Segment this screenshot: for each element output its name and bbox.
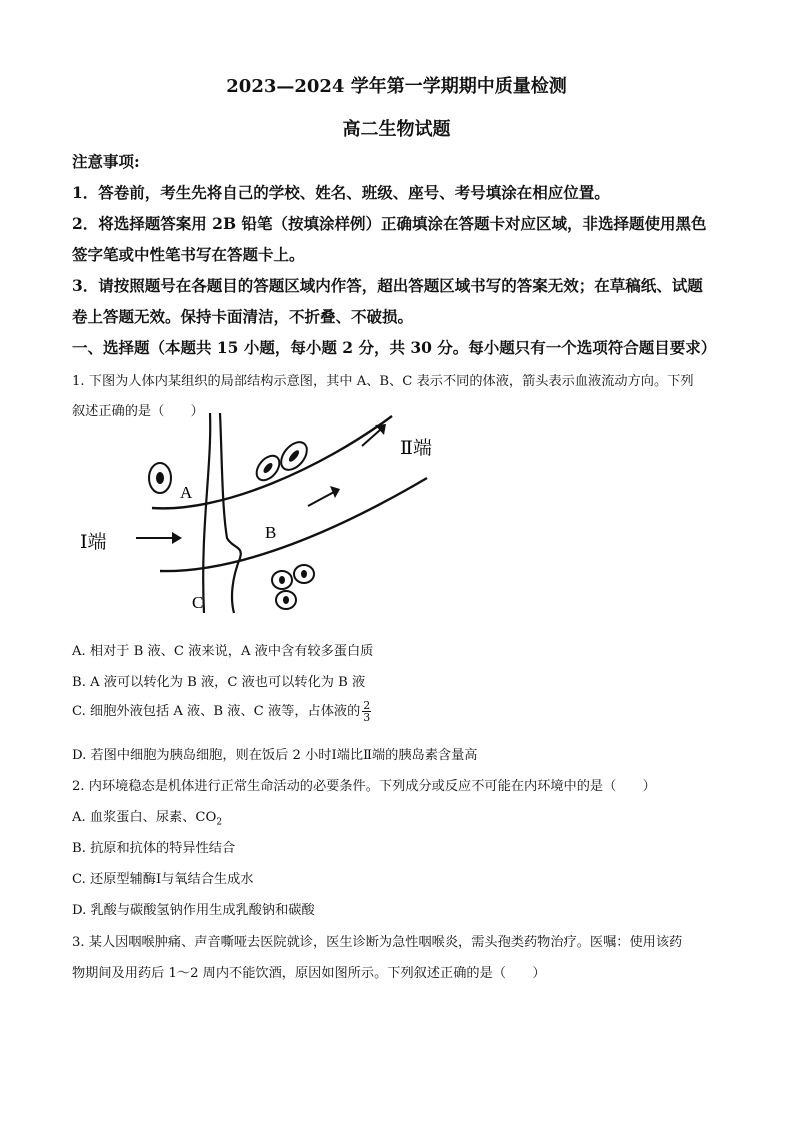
notice-heading: 注意事项:	[72, 152, 140, 171]
q2-option-c: C. 还原型辅酶Ⅰ与氧结合生成水	[72, 872, 254, 887]
notice-item-2-cont: 签字笔或中性笔书写在答题卡上。	[72, 245, 305, 264]
notice-item-3: 3．请按照题号在各题目的答题区域内作答，超出答题区域书写的答案无效；在草稿纸、试题	[72, 276, 703, 295]
cell-nucleus	[287, 449, 301, 464]
tissue-diagram	[72, 408, 452, 618]
q1-option-a: A. 相对于 B 液、C 液来说，A 液中含有较多蛋白质	[72, 644, 374, 659]
notice-item-1: 1．答卷前，考生先将自己的学校、姓名、班级、座号、考号填涂在相应位置。	[72, 183, 610, 202]
notice-item-2: 2．将选择题答案用 2B 铅笔（按填涂样例）正确填涂在答题卡对应区域，非选择题使用黑色	[72, 214, 707, 233]
q1-option-c	[72, 700, 371, 723]
label-end-1: Ⅰ端	[80, 531, 107, 553]
fraction-denominator: 3	[363, 711, 371, 724]
cell-nucleus	[262, 461, 274, 474]
inflow-arrowhead	[172, 532, 182, 544]
page-title: 2023—2024 学年第一学期期中质量检测	[226, 76, 567, 97]
label-end-2: Ⅱ端	[400, 437, 432, 459]
q2-option-d: D. 乳酸与碳酸氢钠作用生成乳酸钠和碳酸	[72, 903, 315, 918]
q1-stem-line2: 叙述正确的是（ ）	[72, 404, 204, 419]
q1-option-b: B. A 液可以转化为 B 液，C 液也可以转化为 B 液	[72, 675, 366, 690]
label-b: B	[265, 523, 277, 542]
q3-stem-line1: 3. 某人因咽喉肿痛、声音嘶哑去医院就诊，医生诊断为急性咽喉炎，需头孢类药物治疗。医嘱：使用该药	[72, 935, 683, 950]
q2-option-b: B. 抗原和抗体的特异性结合	[72, 841, 236, 856]
flow-arrow-inner	[308, 492, 334, 506]
cell-nucleus	[156, 472, 164, 484]
lymph-capillary-left	[203, 413, 210, 613]
cell-nucleus	[283, 596, 289, 604]
fraction-two-thirds	[362, 700, 371, 723]
subscript-two: 2	[216, 817, 223, 828]
q1-option-d: D. 若图中细胞为胰岛细胞，则在饭后 2 小时Ⅰ端比Ⅱ端的胰岛素含量高	[72, 748, 478, 763]
cell-nucleus	[301, 570, 307, 578]
q2-option-a-text: A. 血浆蛋白、尿素、CO	[72, 810, 217, 825]
q3-stem-line2: 物期间及用药后 1～2 周内不能饮酒，原因如图所示。下列叙述正确的是（ ）	[72, 966, 546, 981]
fraction-numerator: 2	[363, 699, 371, 712]
page-subtitle: 高二生物试题	[342, 119, 451, 140]
label-c: C	[192, 593, 204, 612]
flow-arrow-inner-head	[330, 486, 340, 498]
q1-option-c-text: C. 细胞外液包括 A 液、B 液、C 液等，占体液的	[72, 704, 361, 719]
cell-nucleus	[279, 576, 285, 584]
q2-option-a	[72, 806, 222, 828]
vessel-wall-lower	[160, 478, 427, 571]
outflow-arrow	[362, 430, 380, 446]
label-a: A	[180, 483, 193, 502]
lymph-capillary-right	[220, 413, 241, 613]
q1-stem-line1: 1. 下图为人体内某组织的局部结构示意图，其中 A、B、C 表示不同的体液，箭头表示血液流动方向。下列	[72, 374, 694, 389]
section-heading: 一、选择题（本题共 15 小题，每小题 2 分，共 30 分。每小题只有一个选项符合题目要求）	[72, 338, 717, 357]
q2-stem: 2. 内环境稳态是机体进行正常生命活动的必要条件。下列成分或反应不可能在内环境中的是（ ）	[72, 779, 656, 794]
notice-item-3-cont: 卷上答题无效。保持卡面清洁，不折叠、不破损。	[72, 307, 414, 326]
